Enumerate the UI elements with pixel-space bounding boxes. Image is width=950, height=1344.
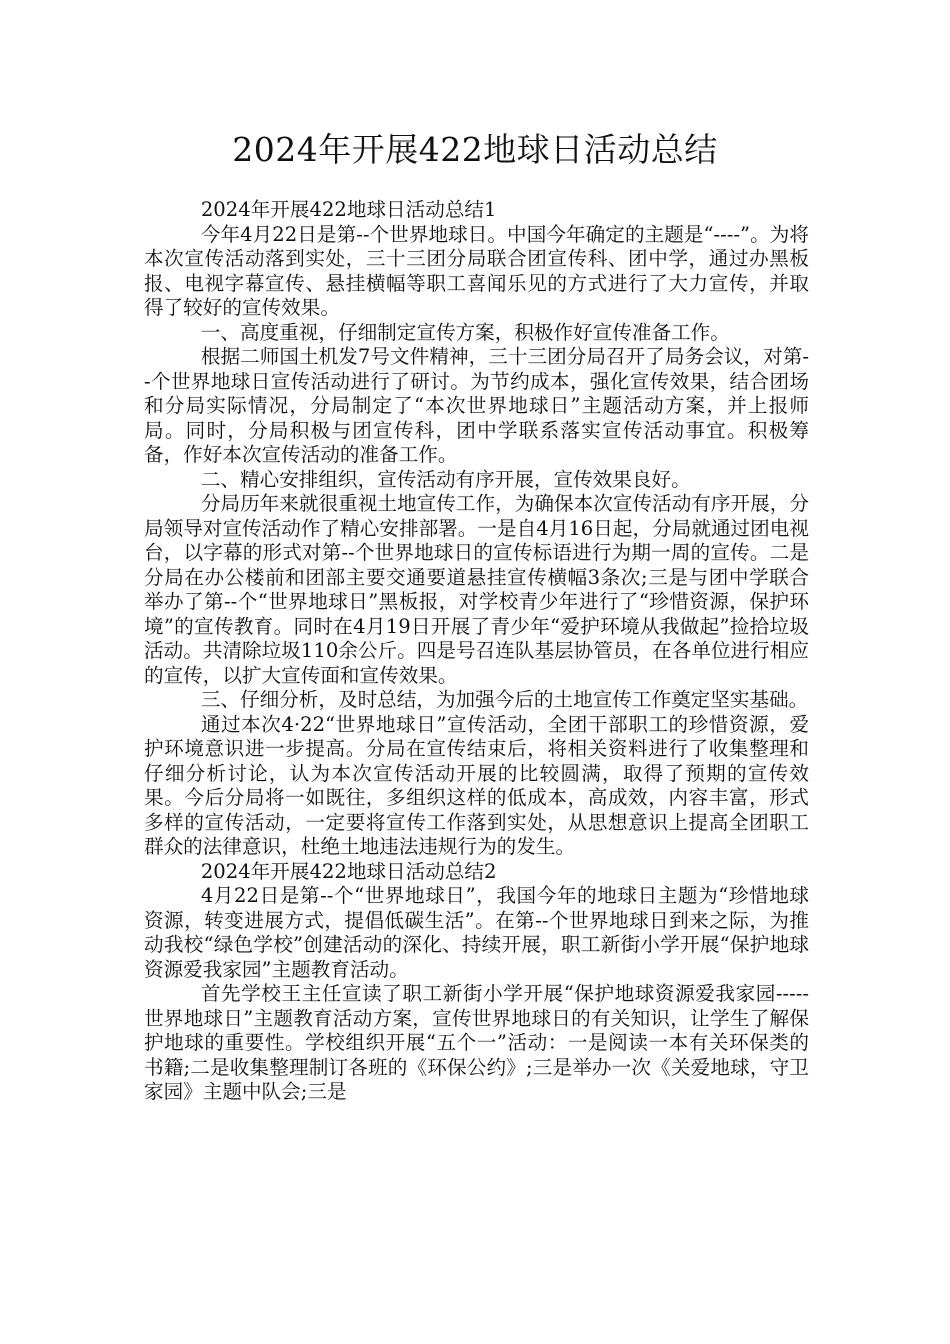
paragraph: 首先学校王主任宣读了职工新街小学开展“保护地球资源爱我家园-----世界地球日”主题教育活动方案，宣传世界地球日的有关知识，让学生了解保护地球的重要性。学校组织开展“五个一”活动：一是阅读一本有关环保类的书籍;二是收集整理制订各班的《环保公约》;三是举办一次《关爱地球，守卫家园》主题中队会;三是 — [144, 982, 809, 1103]
paragraph: 今年4月22日是第--个世界地球日。中国今年确定的主题是“----”。为将本次宣传活动落到实处，三十三团分局联合团宣传科、团中学，通过办黑板报、电视字幕宣传、悬挂横幅等职工喜闻乐见的方式进行了大力宣传，并取得了较好的宣传效果。 — [144, 222, 809, 319]
paragraph: 分局历年来就很重视土地宣传工作，为确保本次宣传活动有序开展，分局领导对宣传活动作了精心安排部署。一是自4月16日起，分局就通过团电视台，以字幕的形式对第--个世界地球日的宣传标语进行为期一周的宣传。二是分局在办公楼前和团部主要交通要道悬挂宣传横幅3条次;三是与团中学联合举办了第--个“世界地球日”黑板报，对学校青少年进行了“珍惜资源，保护环境”的宣传教育。同时在4月19日开展了青少年“爱护环境从我做起”捡拾垃圾活动。共清除垃圾110余公斤。四是号召连队基层协管员，在各单位进行相应的宣传，以扩大宣传面和宣传效果。 — [144, 492, 809, 687]
section-heading: 2024年开展422地球日活动总结1 — [200, 198, 497, 221]
paragraph: 二、精心安排组织，宣传活动有序开展，宣传效果良好。 — [200, 467, 691, 491]
document-body — [144, 198, 809, 1105]
paragraph: 根据二师国土机发7号文件精神，三十三团分局召开了局务会议，对第--个世界地球日宣传活动进行了研讨。为节约成本，强化宣传效果，结合团场和分局实际情况，分局制定了“本次世界地球日”主题活动方案，并上报师局。同时，分局积极与团宣传科，团中学联系落实宣传活动事宜。积极筹备，作好本次宣传活动的准备工作。 — [144, 345, 809, 466]
paragraph: 4月22日是第--个“世界地球日”，我国今年的地球日主题为“珍惜地球资源，转变进展方式，提倡低碳生活”。在第--个世界地球日到来之际，为推动我校“绿色学校”创建活动的深化、持续开展，职工新街小学开展“保护地球资源爱我家园”主题教育活动。 — [144, 884, 809, 981]
paragraph: 三、仔细分析，及时总结，为加强今后的土地宣传工作奠定坚实基础。 — [200, 688, 809, 711]
section-heading: 2024年开展422地球日活动总结2 — [200, 859, 497, 883]
paragraph: 通过本次4·22“世界地球日”宣传活动，全团干部职工的珍惜资源，爱护环境意识进一步提高。分局在宣传结束后，将相关资料进行了收集整理和仔细分析讨论，认为本次宣传活动开展的比较圆满，取得了预期的宣传效果。今后分局将一如既往，多组织这样的低成本，高成效，内容丰富，形式多样的宣传活动，一定要将宣传工作落到实处，从思想意识上提高全团职工群众的法律意识，杜绝土地违法违规行为的发生。 — [144, 712, 809, 858]
document-title: 2024年开展422地球日活动总结 — [232, 130, 718, 169]
paragraph: 一、高度重视，仔细制定宣传方案，积极作好宣传准备工作。 — [200, 320, 730, 344]
